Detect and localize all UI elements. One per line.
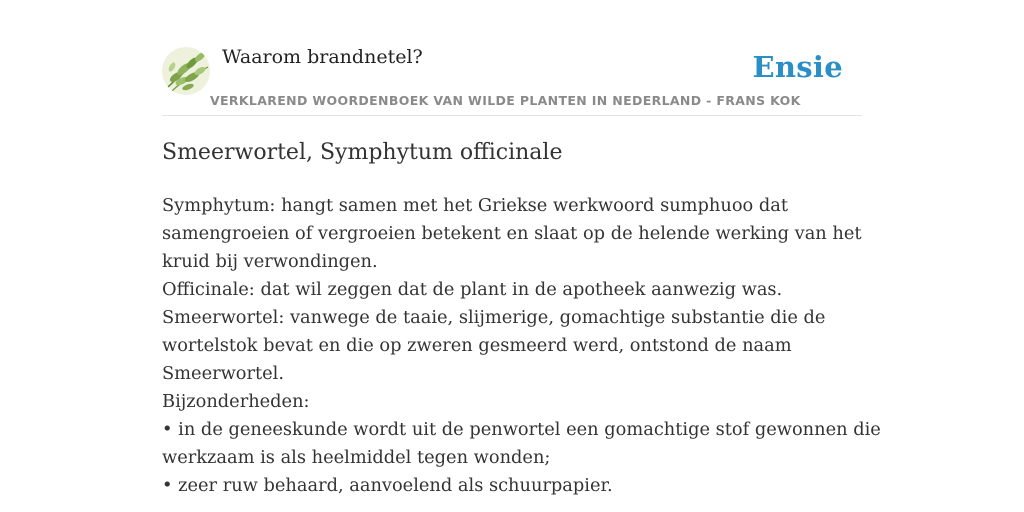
plant-leaves-icon [162, 47, 210, 95]
body-line: Smeerwortel: vanwege de taaie, slijmerige, gomachtige substantie die de [162, 307, 826, 328]
body-line: wortelstok bevat en die op zweren gesmeerd werd, ontstond de naam [162, 335, 792, 356]
body-line: Bijzonderheden: [162, 391, 310, 412]
entry-header [162, 44, 862, 116]
body-line: Officinale: dat wil zeggen dat de plant in de apotheek aanwezig was. [162, 279, 783, 300]
entry-card [162, 44, 881, 512]
bullet-item: • in de geneeskunde wordt uit de penwortel een gomachtige stof gewonnen die [162, 419, 881, 440]
body-line: Symphytum: hangt samen met het Griekse werkwoord sumphuoo dat [162, 195, 789, 216]
body-line: kruid bij verwondingen. [162, 251, 378, 272]
bullet-item: • zeer ruw behaard, aanvoelend als schuurpapier. [162, 475, 613, 496]
entry-body [162, 192, 881, 500]
brand-logo[interactable]: Ensie [752, 50, 843, 84]
body-line: samengroeien of vergroeien betekent en slaat op de helende werking van het [162, 223, 862, 244]
dictionary-source[interactable]: VERKLAREND WOORDENBOEK VAN WILDE PLANTEN IN NEDERLAND - FRANS KOK [210, 93, 801, 108]
body-line: werkzaam is als heelmiddel tegen wonden; [162, 447, 551, 468]
page-title[interactable]: Waarom brandnetel? [222, 46, 423, 68]
body-line: Smeerwortel. [162, 363, 285, 384]
entry-title: Smeerwortel, Symphytum officinale [162, 140, 563, 165]
